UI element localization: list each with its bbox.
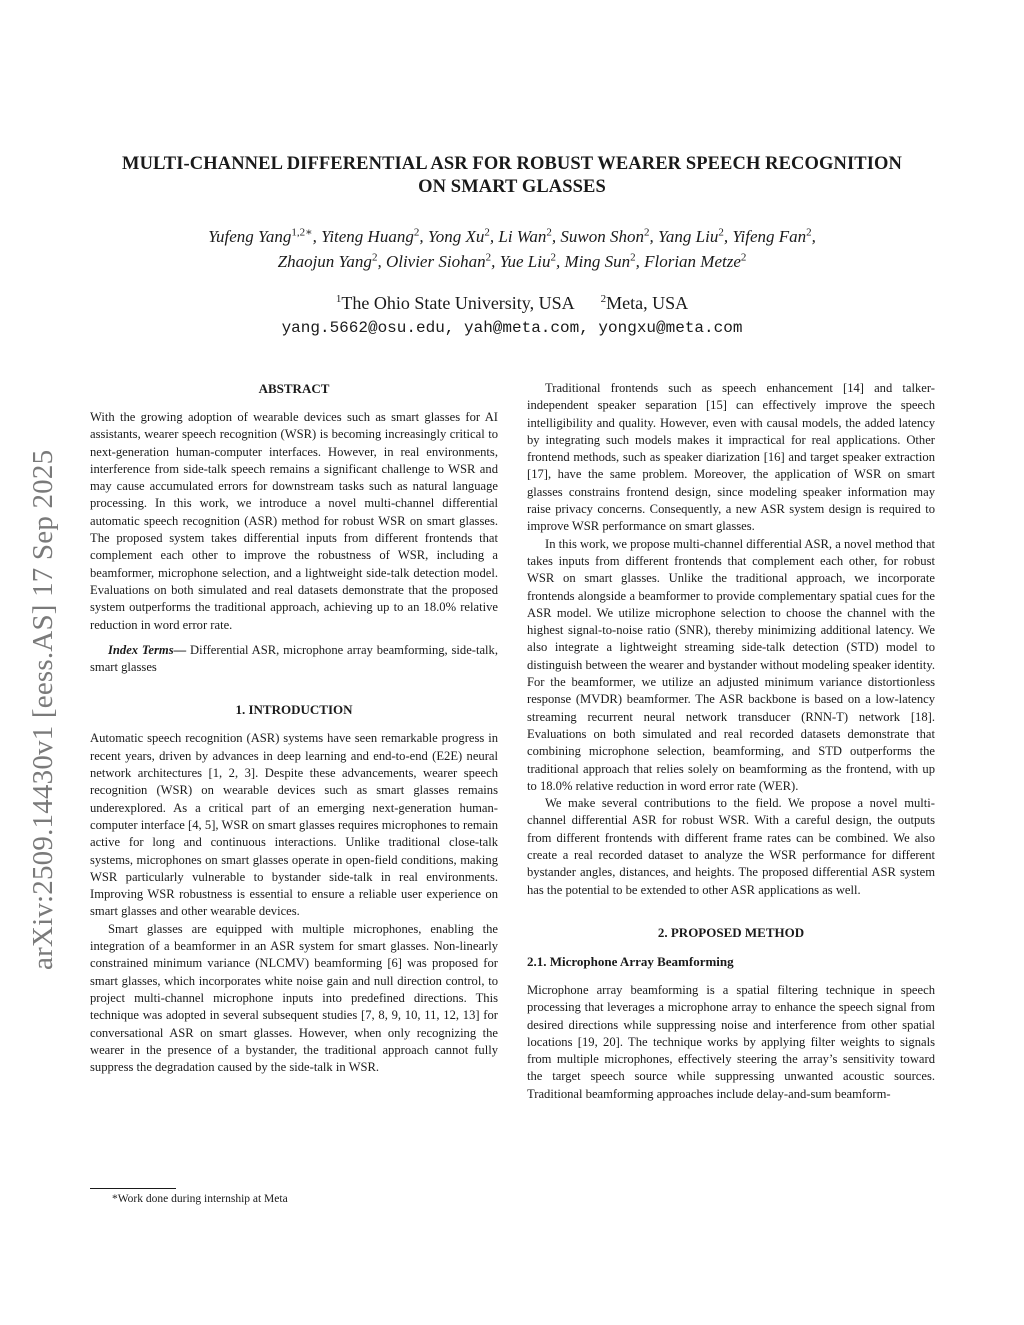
author-name: Yue Liu [499,251,551,271]
author-name: Ming Sun [564,251,631,271]
affiliations [80,291,944,315]
author-affil-mark: 2 [550,250,556,263]
subsection-paragraph: Microphone array beamforming is a spatial filtering technique in speech processing that leverages a microphone array to enhance the speech signal from desired directions while suppressing noise and interference from other spatial locations [19, 20]. The technique works by applying filter weights to signals from multiple microphones, effectively steering the array’s sensitivity toward the target speech source while suppressing unwanted acoustic sources. Traditional beamforming approaches include delay-and-sum beamform- [527,982,935,1101]
author-affil-mark: 2 [485,250,492,263]
author-name: Li Wan [498,227,547,246]
author-list [80,225,944,274]
affil-mark: 1 [335,293,342,305]
arxiv-identifier: arXiv:2509.14430v1 [eess.AS] 17 Sep 2025 [27,449,59,970]
author-name: Zhaojun Yang [277,251,372,271]
footnote [90,1188,498,1207]
body-paragraph-2: In this work, we propose multi-channel differential ASR, a novel method that takes inputs from different frontends that complement each other, for robust WSR on smart glasses. Unlike the traditional approach, we incorporate frontends alongside a beamformer to provide complementary spatial cues for the ASR model. We utilize microphone selection to choose the channel with the highest signal-to-noise ratio (SNR), thereby minimizing additional latency. We also integrate a lightweight streaming side-talk detection (STD) model to distinguish between the wearer and bystander without modeling speaker identity. For the beamformer, we utilize an adjusted minimum variance distortionless response (MVDR) beamformer. The ASR backbone is based on a low-latency streaming recurrent neural network transducer (RNN-T) network [18]. Evaluations on both simulated and real recorded datasets demonstrate that combining microphone selection, beamforming, and STD outperforms the traditional approach that relies solely on beamforming as the frontend, with up to 18.0% relative reduction in word error rate (WER). [527,536,935,793]
method-heading: 2. PROPOSED METHOD [657,924,805,940]
subsection-heading: 2.1. Microphone Array Beamforming [527,953,734,969]
author-name: Suwon Shon [560,227,644,246]
author-name: Yufeng Yang [208,227,292,246]
author-name: Yang Liu [658,227,719,246]
index-terms-text: Differential ASR, microphone array beamforming, side-talk, smart glasses [90,642,499,675]
author-affil-mark: 2 [630,250,636,263]
abstract-heading: ABSTRACT [258,381,330,396]
author-affil-mark: 2 [740,250,747,263]
abstract-text: With the growing adoption of wearable devices such as smart glasses for AI assistants, wearer speech recognition (WSR) is becoming increasingly critical to next-generation human-computer interfaces. However, in real environments, interference from side-talk speech remains a significant challenge to WSR and may cause accumulated errors for downstream tasks such as natural language processing. In this work, we introduce a novel multi-channel differential automatic speech recognition (ASR) method for robust WSR on smart glasses. The proposed system takes differential inputs from different frontends that complement each other to improve the robustness of WSR, including a beamformer, microphone selection, and a lightweight side-talk detection model. Evaluations on both simulated and real datasets demonstrate that the proposed system outperforms the traditional approach, achieving up to an 18.0% relative reduction in word error rate. [90,410,498,632]
footnote-text: *Work done during internship at Meta [112,1193,288,1205]
title-line-1: MULTI-CHANNEL DIFFERENTIAL ASR FOR ROBUST WEARER SPEECH RECOGNITION [122,154,902,174]
authors-line-1: Yufeng Yang$^{1,2∗}$, Yiteng Huang$^2$, Yong Xu$^2$, Li Wan$^2$, Suwon Shon$^2$, Yang Liu$^2$, Yifeng Fan$^2$, [208,226,816,246]
author-affil-mark: 2 [806,226,812,239]
body-paragraph-1: Traditional frontends such as speech enhancement [14] and talker-independent speaker separation [15] can effectively improve the speech intelligibility and quality. However, even with causal models, the added latency by integrating such models makes it impractical for real applications. Other frontend methods, such as speaker diarization [16] and target speaker extraction [17], have the same problem. Moreover, the application of WSR on smart glasses constrains frontend design, since modeling speaker information may raise privacy concerns. Consequently, a new ASR system design is required to improve WSR performance on smart glasses. [527,381,935,534]
author-affil-mark: 2 [413,226,420,239]
body-paragraph-3: We make several contributions to the field. We propose a novel multi-channel differential ASR for robust WSR. With a careful design, the outputs from different frontends with different frame rates can be combined. We also create a real recorded dataset to analyze the WSR performance for different bystander angles, distances, and heights. The proposed differential ASR system has the potential to be extended to other ASR applications as well. [527,796,935,897]
footnote-rule [90,1188,176,1189]
author-name: Olivier Siohan [385,251,486,271]
affil-meta: Meta, USA [606,293,689,313]
affil-osu: The Ohio State University, USA [341,293,575,313]
paper-title [60,153,964,199]
author-affil-mark: 1,2∗ [291,226,313,239]
left-column [90,380,498,1076]
right-column [527,380,935,1103]
author-affil-mark: 2 [546,226,552,239]
author-affil-mark: 2 [484,226,490,239]
authors-line-2: Zhaojun Yang$^2$, Olivier Siohan$^2$, Yue Liu$^2$, Ming Sun$^2$, Florian Metze$^2$ [277,250,747,271]
affil-mark: 2 [600,293,607,305]
author-name: Yifeng Fan [732,227,807,246]
author-affil-mark: 2 [718,226,724,239]
title-line-2: ON SMART GLASSES [418,177,606,197]
author-name: Yong Xu [427,227,485,246]
intro-paragraph-1: Automatic speech recognition (ASR) systems have seen remarkable progress in recent years, driven by advances in deep learning and end-to-end (E2E) neural network architectures [1, 2, 3]. Despite these advancements, wearer speech recognition (WSR) on wearable devices such as smart glasses remains underexplored. As a critical part of an emerging next-generation human-computer interface [4, 5], WSR on smart glasses requires microphones to remain active for long and continuous interactions. Unlike traditional close-talk systems, microphones on smart glasses operate in open-field conditions, making WSR particularly vulnerable to bystander side-talk in real environments. Improving WSR robustness is essential to ensure a reliable user experience on smart glasses and other wearable devices. [90,731,498,919]
index-terms-label: Index Terms— [108,642,187,657]
author-affil-mark: 2 [371,250,378,263]
author-name: Florian Metze [644,251,741,271]
intro-heading: 1. INTRODUCTION [235,702,353,718]
index-terms [90,642,498,677]
intro-paragraph-2: Smart glasses are equipped with multiple microphones, enabling the integration of a beamformer in an ASR system for smart glasses. Non-linearly constrained minimum variance (NLCMV) beamforming [6] was proposed for smart glasses, which incorporates white noise gain and null direction control, to project multi-channel microphone inputs into predefined directions. This technique was adopted in several subsequent studies [7, 8, 9, 10, 11, 12, 13] for conversational ASR on smart glasses. However, when only recognizing the wearer in the presence of a bystander, the traditional approach cannot fully suppress the degradation caused by the side-talk in WSR. [90,921,498,1075]
author-affil-mark: 2 [644,226,650,239]
author-name: Yiteng Huang [321,227,414,246]
author-emails: yang.5662@osu.edu, yah@meta.com, yongxu@meta.com [281,319,743,337]
